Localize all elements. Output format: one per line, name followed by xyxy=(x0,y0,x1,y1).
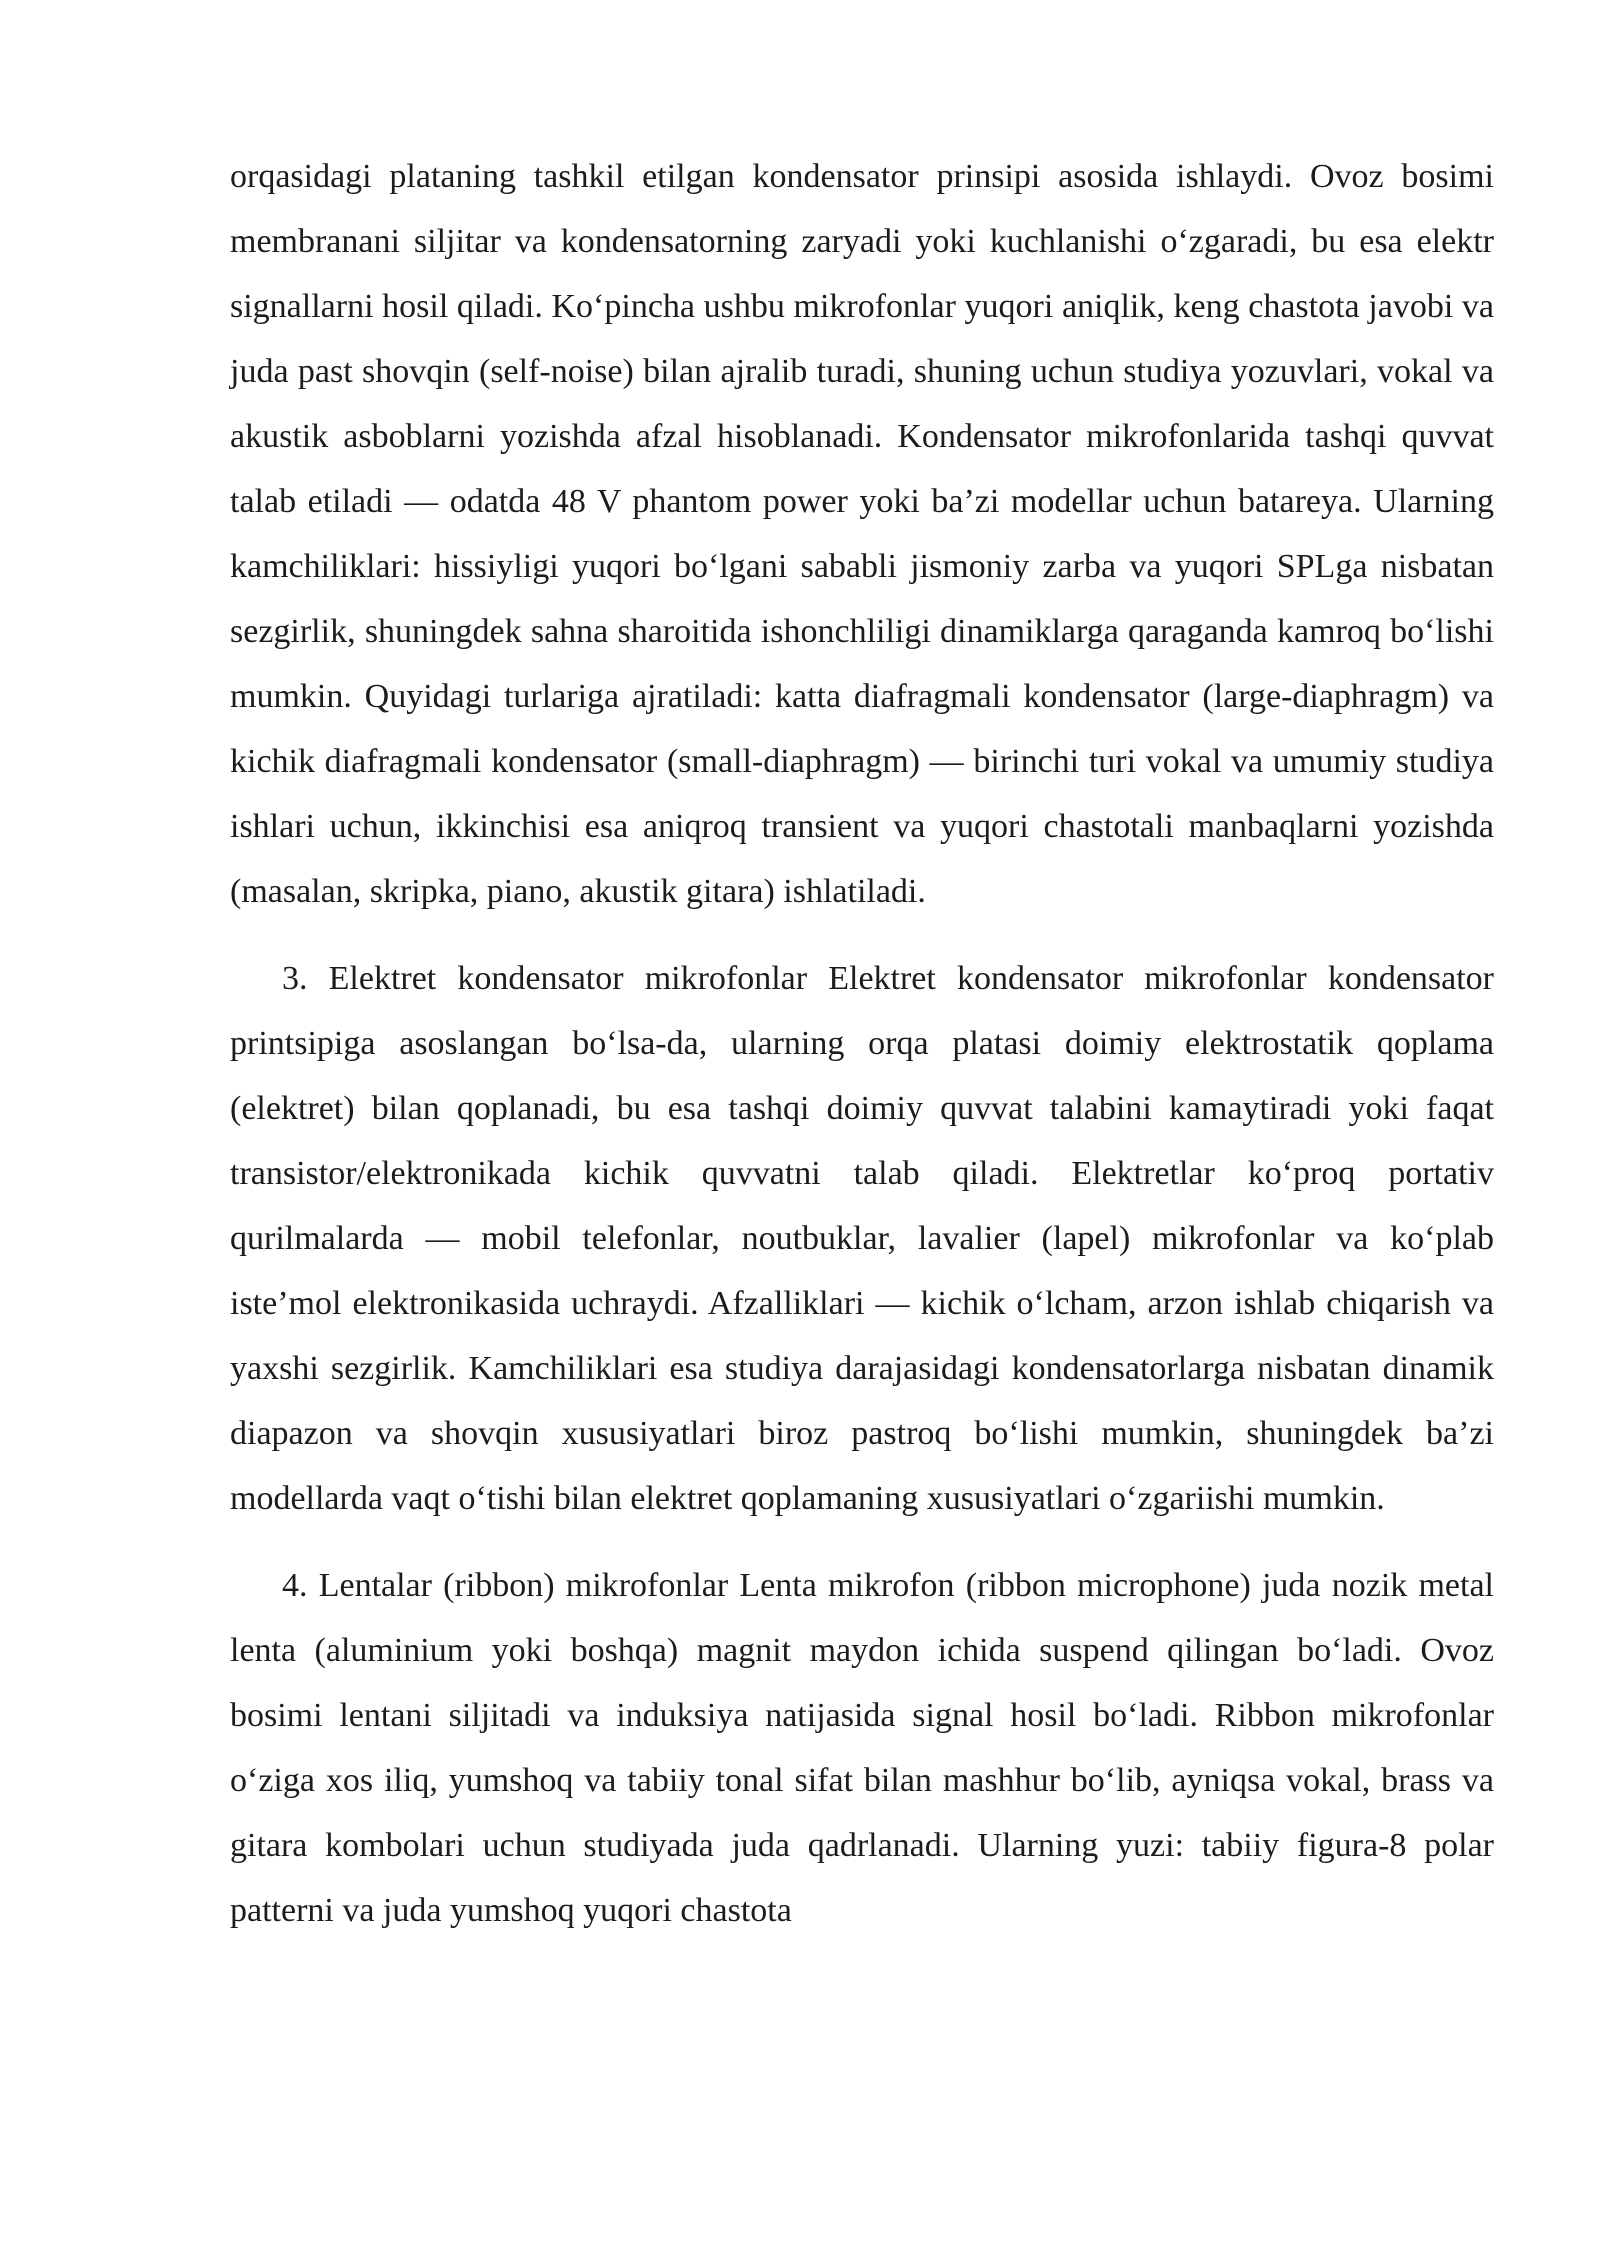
body-text xyxy=(230,144,1494,1943)
paragraph-ribbon-microphones: 4. Lentalar (ribbon) mikrofonlar Lenta mikrofon (ribbon microphone) juda nozik metal lenta (aluminium yoki boshqa) magnit maydon ichida suspend qilingan bo‘ladi. Ovoz bosimi lentani siljitadi va induksiya natijasida signal hosil bo‘ladi. Ribbon mikrofonlar o‘ziga xos iliq, yumshoq va tabiiy tonal sifat bilan mashhur bo‘lib, ayniqsa vokal, brass va gitara kombolari uchun studiyada juda qadrlanadi. Ularning yuzi: tabiiy figura-8 polar patterni va juda yumshoq yuqori chastota xyxy=(230,1567,1494,1929)
paragraph-condenser-continued: orqasidagi plataning tashkil etilgan kondensator prinsipi asosida ishlaydi. Ovoz bosimi membranani siljitar va kondensatorning zaryadi yoki kuchlanishi o‘zgaradi, bu esa elektr signallarni hosil qiladi. Ko‘pincha ushbu mikrofonlar yuqori aniqlik, keng chastota javobi va juda past shovqin (self-noise) bilan ajralib turadi, shuning uchun studiya yozuvlari, vokal va akustik asboblarni yozishda afzal hisoblanadi. Kondensator mikrofonlarida tashqi quvvat talab etiladi — odatda 48 V phantom power yoki ba’zi modellar uchun batareya. Ularning kamchiliklari: hissiyligi yuqori bo‘lgani sababli jismoniy zarba va yuqori SPLga nisbatan sezgirlik, shuningdek sahna sharoitida ishonchliligi dinamiklarga qaraganda kamroq bo‘lishi mumkin. Quyidagi turlariga ajratiladi: katta diafragmali kondensator (large-diaphragm) va kichik diafragmali kondensator (small-diaphragm) — birinchi turi vokal va umumiy studiya ishlari uchun, ikkinchisi esa aniqroq transient va yuqori chastotali manbaqlarni yozishda (masalan, skripka, piano, akustik gitara) ishlatiladi. xyxy=(230,158,1494,910)
paragraph-electret-microphones: 3. Elektret kondensator mikrofonlar Elektret kondensator mikrofonlar kondensator printsipiga asoslangan bo‘lsa-da, ularning orqa platasi doimiy elektrostatik qoplama (elektret) bilan qoplanadi, bu esa tashqi doimiy quvvat talabini kamaytiradi yoki faqat transistor/elektronikada kichik quvvatni talab qiladi. Elektretlar ko‘proq portativ qurilmalarda — mobil telefonlar, noutbuklar, lavalier (lapel) mikrofonlar va ko‘plab iste’mol elektronikasida uchraydi. Afzalliklari — kichik o‘lcham, arzon ishlab chiqarish va yaxshi sezgirlik. Kamchiliklari esa studiya darajasidagi kondensatorlarga nisbatan dinamik diapazon va shovqin xususiyatlari biroz pastroq bo‘lishi mumkin, shuningdek ba’zi modellarda vaqt o‘tishi bilan elektret qoplamaning xususiyatlari o‘zgariishi mumkin. xyxy=(230,960,1494,1517)
